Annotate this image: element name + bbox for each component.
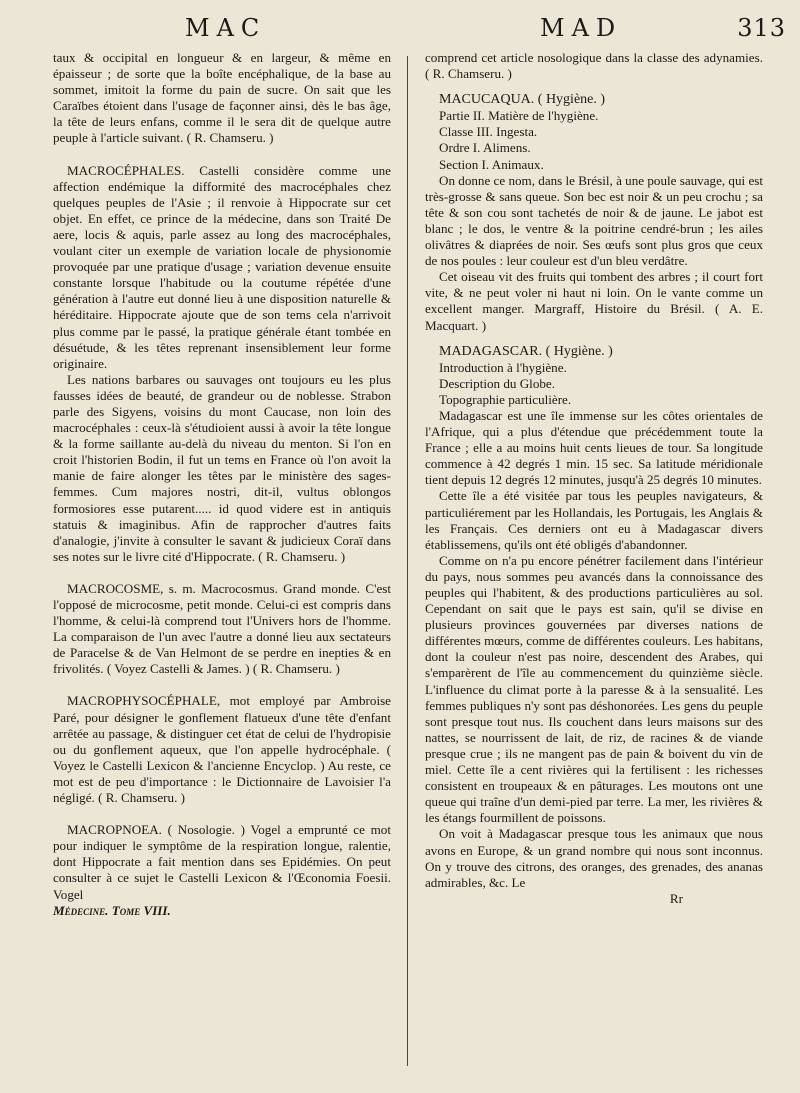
entry-macropnoea: MACROPNOEA. ( Nosologie. ) Vogel a emprunté ce mot pour indiquer le symptôme de la respiration longue, ralentie, dont Hippocrate a fait mention dans ses Epidémies. On peut consulter à ce sujet le Castelli Lexicon & l'Œconomia Foesii. Vogel xyxy=(53,822,391,902)
signature-mark: Rr xyxy=(669,890,683,906)
signature-mark: Médecine. Tome VIII. xyxy=(53,902,171,918)
page-number: 313 xyxy=(737,14,786,42)
entry-macrophysocephale: MACROPHYSOCÉPHALE, mot employé par Ambroise Paré, pour désigner le gonflement flatueux d'une tête d'enfant arrêtée au passage, & distinguer cet état de celui de l'hydropisie ou du gonflement aqueux, que l'on appelle hydrocéphale. ( Voyez le Castelli Lexicon & l'ancienne Encyclop. ) Au reste, ce mot est de peu d'importance : le Dictionnaire de Lavoisier l'a négligé. ( R. Chamseru. ) xyxy=(53,693,391,806)
classification-line: Ordre I. Alimens. xyxy=(439,140,531,156)
continued-paragraph: taux & occipital en longueur & en largeur, & même en épaisseur ; de sorte que la boîte encéphalique, de la base au sommet, imitoit la forme du pain de sucre. On sait que les Caraïbes étoient dans l'usage de façonner ainsi, dès le bas âge, la tête de leurs enfans, comme il le sera dit de quelque autre peuple à l'article suivant. ( R. Chamseru. ) xyxy=(53,50,391,146)
paragraph-madagascar-peoples: Comme on n'a pu encore pénétrer facilement dans l'intérieur du pays, nous sommes peu avancés dans la connoissance des peuples qui l'habitent, & des productions particulières au sol. Cependant on sait que le pays est sain, qu'il se divise en plusieurs provinces gouvernées par diverses nations de différentes mœurs, comme de différentes couleurs. Les habitans, dont la couleur n'est pas noire, descendent des Arabes, qui s'emparèrent de l'île au commencement du quinzième siècle. L'influence du climat porte à la paresse & à la sensualité. Les femmes publiques n'y sont pas déshonorées. Les gens du peuple sont presque tout nus. Ils couchent dans leurs maisons sur des nattes, se nourrissent de lait, de riz, de racines & de viande presque crue ; ils ne mangent pas de pain & boivent du vin de miel. Cette île a cent rivières qui la fertilisent : les richesses consistent en troupeaux & en pâturages. Les moutons ont une queue qui traîne d'un demi-pied par terre. La mer, les rivières & les étangs fourmillent de poissons. xyxy=(425,552,763,826)
running-head-left: MAC xyxy=(185,14,267,42)
classification-line: Topographie particulière. xyxy=(439,391,572,407)
paragraph-macucaqua-description: On donne ce nom, dans le Brésil, à une poule sauvage, qui est très-grosse & sans queue. Son bec est noir & un peu crochu ; sa tête & son cou sont tachetés de noir & de jaune. Le jabot est blanc ; le dos, le ventre & la poitrine cendré-brun ; les ailes olivâtres & diaprées de noir. Ses œufs sont plus gros que ceux de nos poules : leur couleur est d'un bleu verdâtre. xyxy=(425,172,763,269)
continued-paragraph: comprend cet article nosologique dans la classe des adynamies. ( R. Chamseru. ) xyxy=(425,50,763,82)
entry-macrocosme: MACROCOSME, s. m. Macrocosmus. Grand monde. C'est l'opposé de microcosme, petit monde. Celui-ci est compris dans l'homme, & celui-là comprend tout l'Univers hors de l'homme. La comparaison de l'un avec l'autre a donné lieu aux sectateurs de Paracelse & de Van Helmont de se perdre en inepties & en frivolités. ( Voyez Castelli & James. ) ( R. Chamseru. ) xyxy=(53,580,391,677)
paragraph-madagascar-visitors: Cette île a été visitée par tous les peuples navigateurs, & particuliérement par les Hollandais, les Portugais, les Anglais & les Français. Ces derniers ont eu à Madagascar divers établissemens, qu'ils ont été obligés d'abandonner. xyxy=(425,488,763,552)
paragraph-madagascar-fauna: On voit à Madagascar presque tous les animaux que nous avons en Europe, & un grand nombre qui nous sont inconnus. On y trouve des citrons, des oranges, des grenades, des ananas admirables, &c. Le xyxy=(425,826,763,890)
classification-line: Classe III. Ingesta. xyxy=(439,124,538,140)
entry-title-madagascar: MADAGASCAR. ( Hygiène. ) xyxy=(439,343,613,359)
entry-macrocephales: MACROCÉPHALES. Castelli considère comme une affection endémique la difformité des macrocéphales chez quelques peuples de l'Asie ; il renvoie à Hippocrate sur cet objet. En effet, ce prince de la médecine, dans son Traité De aere, locis & aquis, parle assez au long des macrocéphales, voulant citer un exemple de variation locale de physionomie provoquée par une pratique d'usage ; variation devenue ensuite constante lorsque l'habitude ou la coutume répétée d'une génération à l'autre eut donné lieu à une disposition naturelle & héréditaire. Hippocrate ajoute que de son tems cela n'arrivoit plus comme par le passé, la pratique générale étant tombée en désuétude, & les têtes reprenant insensiblement leur forme originaire. xyxy=(53,162,391,371)
running-head-right: MAD xyxy=(540,14,623,42)
left-column xyxy=(53,50,391,919)
column-divider xyxy=(407,56,408,1066)
paragraph-nations: Les nations barbares ou sauvages ont toujours eu les plus fausses idées de beauté, de grandeur ou de noblesse. Strabon parle des Sigyens, voisins du mont Caucase, non loin des macrocéphales : ceux-là s'étudioient aussi à avoir la tête longue & la forme saillante au-delà du niveau du menton. Si l'on en croit l'historien Bodin, il fut un tems en France où l'on avoit la manie de faire alonger les têtes par le ministère des sages-femmes. Cum majores nostri, dit-il, vultus oblongos formosiores esse putarent..... id quod videre est in antiquis statuis & imaginibus. Afin de rapprocher d'autres faits d'analogie, j'invite à consulter le savant & judicieux Coraï dans ses notes sur le livre cité d'Hippocrate. ( R. Chamseru. ) xyxy=(53,371,391,564)
classification-line: Introduction à l'hygiène. xyxy=(439,359,567,375)
classification-line: Section I. Animaux. xyxy=(439,156,544,172)
classification-line: Description du Globe. xyxy=(439,375,556,391)
paragraph-madagascar-geography: Madagascar est une île immense sur les côtes orientales de l'Afrique, qui a plus d'étendue que précédemment toute la France ; elle a au moins huit cents lieues de tour. Sa longitude commence à 42 degrés 1 min. 15 sec. Sa latitude méridionale tient depuis 12 degrés 12 minutes, jusqu'à 25 degrés 10 minutes. xyxy=(425,407,763,488)
entry-title-macucaqua: MACUCAQUA. ( Hygiène. ) xyxy=(439,92,606,108)
classification-line: Partie II. Matière de l'hygiène. xyxy=(439,108,599,124)
right-column xyxy=(425,50,763,907)
paragraph-macucaqua-habits: Cet oiseau vit des fruits qui tombent des arbres ; il court fort vite, & ne peut voler ni haut ni loin. On le vante comme un excellent manger. Margraff, Histoire du Brésil. ( A. E. Macquart. ) xyxy=(425,269,763,333)
